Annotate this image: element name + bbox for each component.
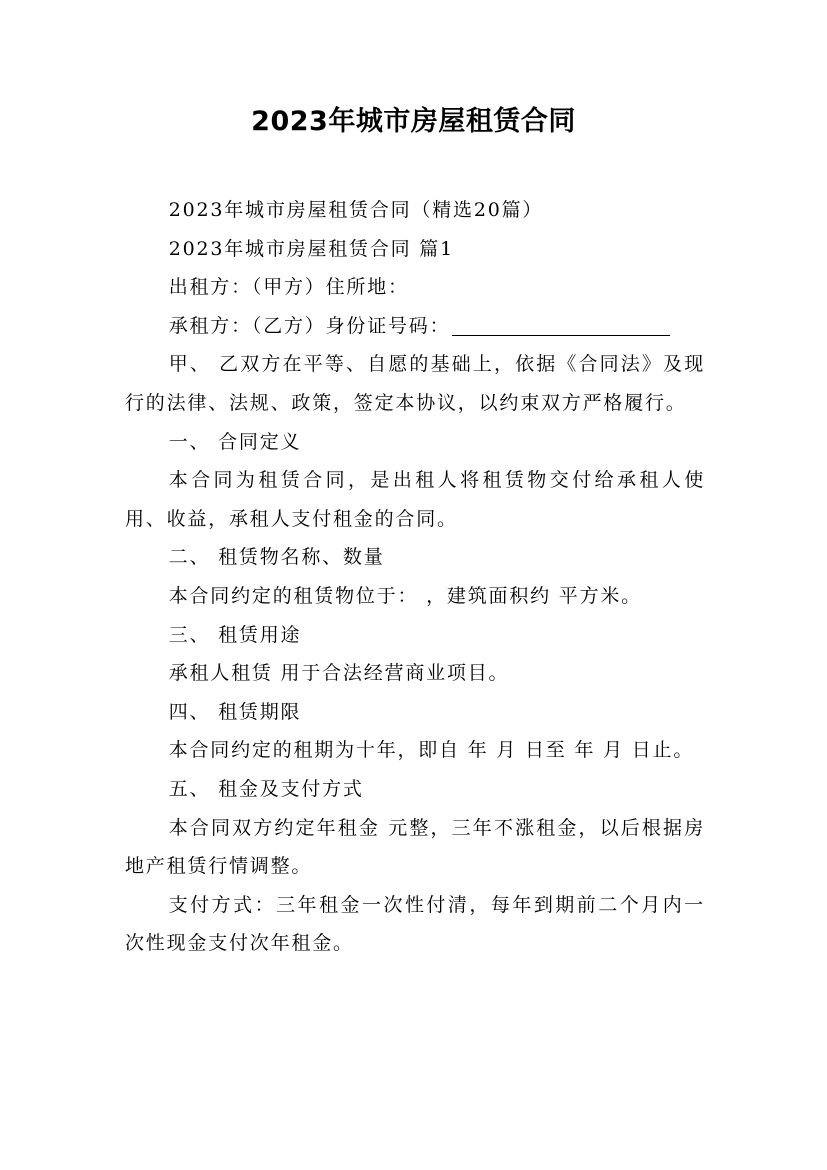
heading-rent-payment: 五、 租金及支付方式 <box>168 777 364 800</box>
paragraph-section-heading: 2023年城市房屋租赁合同 篇1 <box>168 237 454 260</box>
paragraph-payment-method: 支付方式：三年租金一次性付清，每年到期前二个月内一次性现金支付次年租金。 <box>125 893 705 955</box>
lessee-label: 承租方：（乙方）身份证号码： <box>168 314 451 337</box>
document-body <box>125 191 705 963</box>
paragraph-lessee <box>125 307 705 346</box>
paragraph-preamble: 甲、 乙双方在平等、自愿的基础上，依据《合同法》及现行的法律、法规、政策，签定本协议，以约束双方严格履行。 <box>125 353 705 414</box>
document-title: 2023年城市房屋租赁合同 <box>251 106 576 137</box>
heading-leased-property: 二、 租赁物名称、数量 <box>168 546 385 569</box>
paragraph-subtitle: 2023年城市房屋租赁合同（精选20篇） <box>168 199 544 221</box>
heading-lease-term: 四、 租赁期限 <box>168 700 302 723</box>
heading-contract-definition: 一、 合同定义 <box>168 430 302 453</box>
id-number-blank-line <box>452 311 670 336</box>
paragraph-contract-definition: 本合同为租赁合同，是出租人将租赁物交付给承租人使用、收益，承租人支付租金的合同。 <box>125 469 705 530</box>
paragraph-lessor: 出租方：（甲方）住所地： <box>168 276 409 299</box>
heading-lease-purpose: 三、 租赁用途 <box>168 623 302 646</box>
paragraph-leased-property: 本合同约定的租赁物位于： ，建筑面积约 平方米。 <box>168 584 642 607</box>
paragraph-lease-purpose: 承租人租赁 用于合法经营商业项目。 <box>168 662 510 685</box>
paragraph-lease-term: 本合同约定的租期为十年，即自 年 月 日至 年 月 日止。 <box>168 739 695 762</box>
paragraph-annual-rent: 本合同双方约定年租金 元整，三年不涨租金，以后根据房地产租赁行情调整。 <box>125 816 705 878</box>
